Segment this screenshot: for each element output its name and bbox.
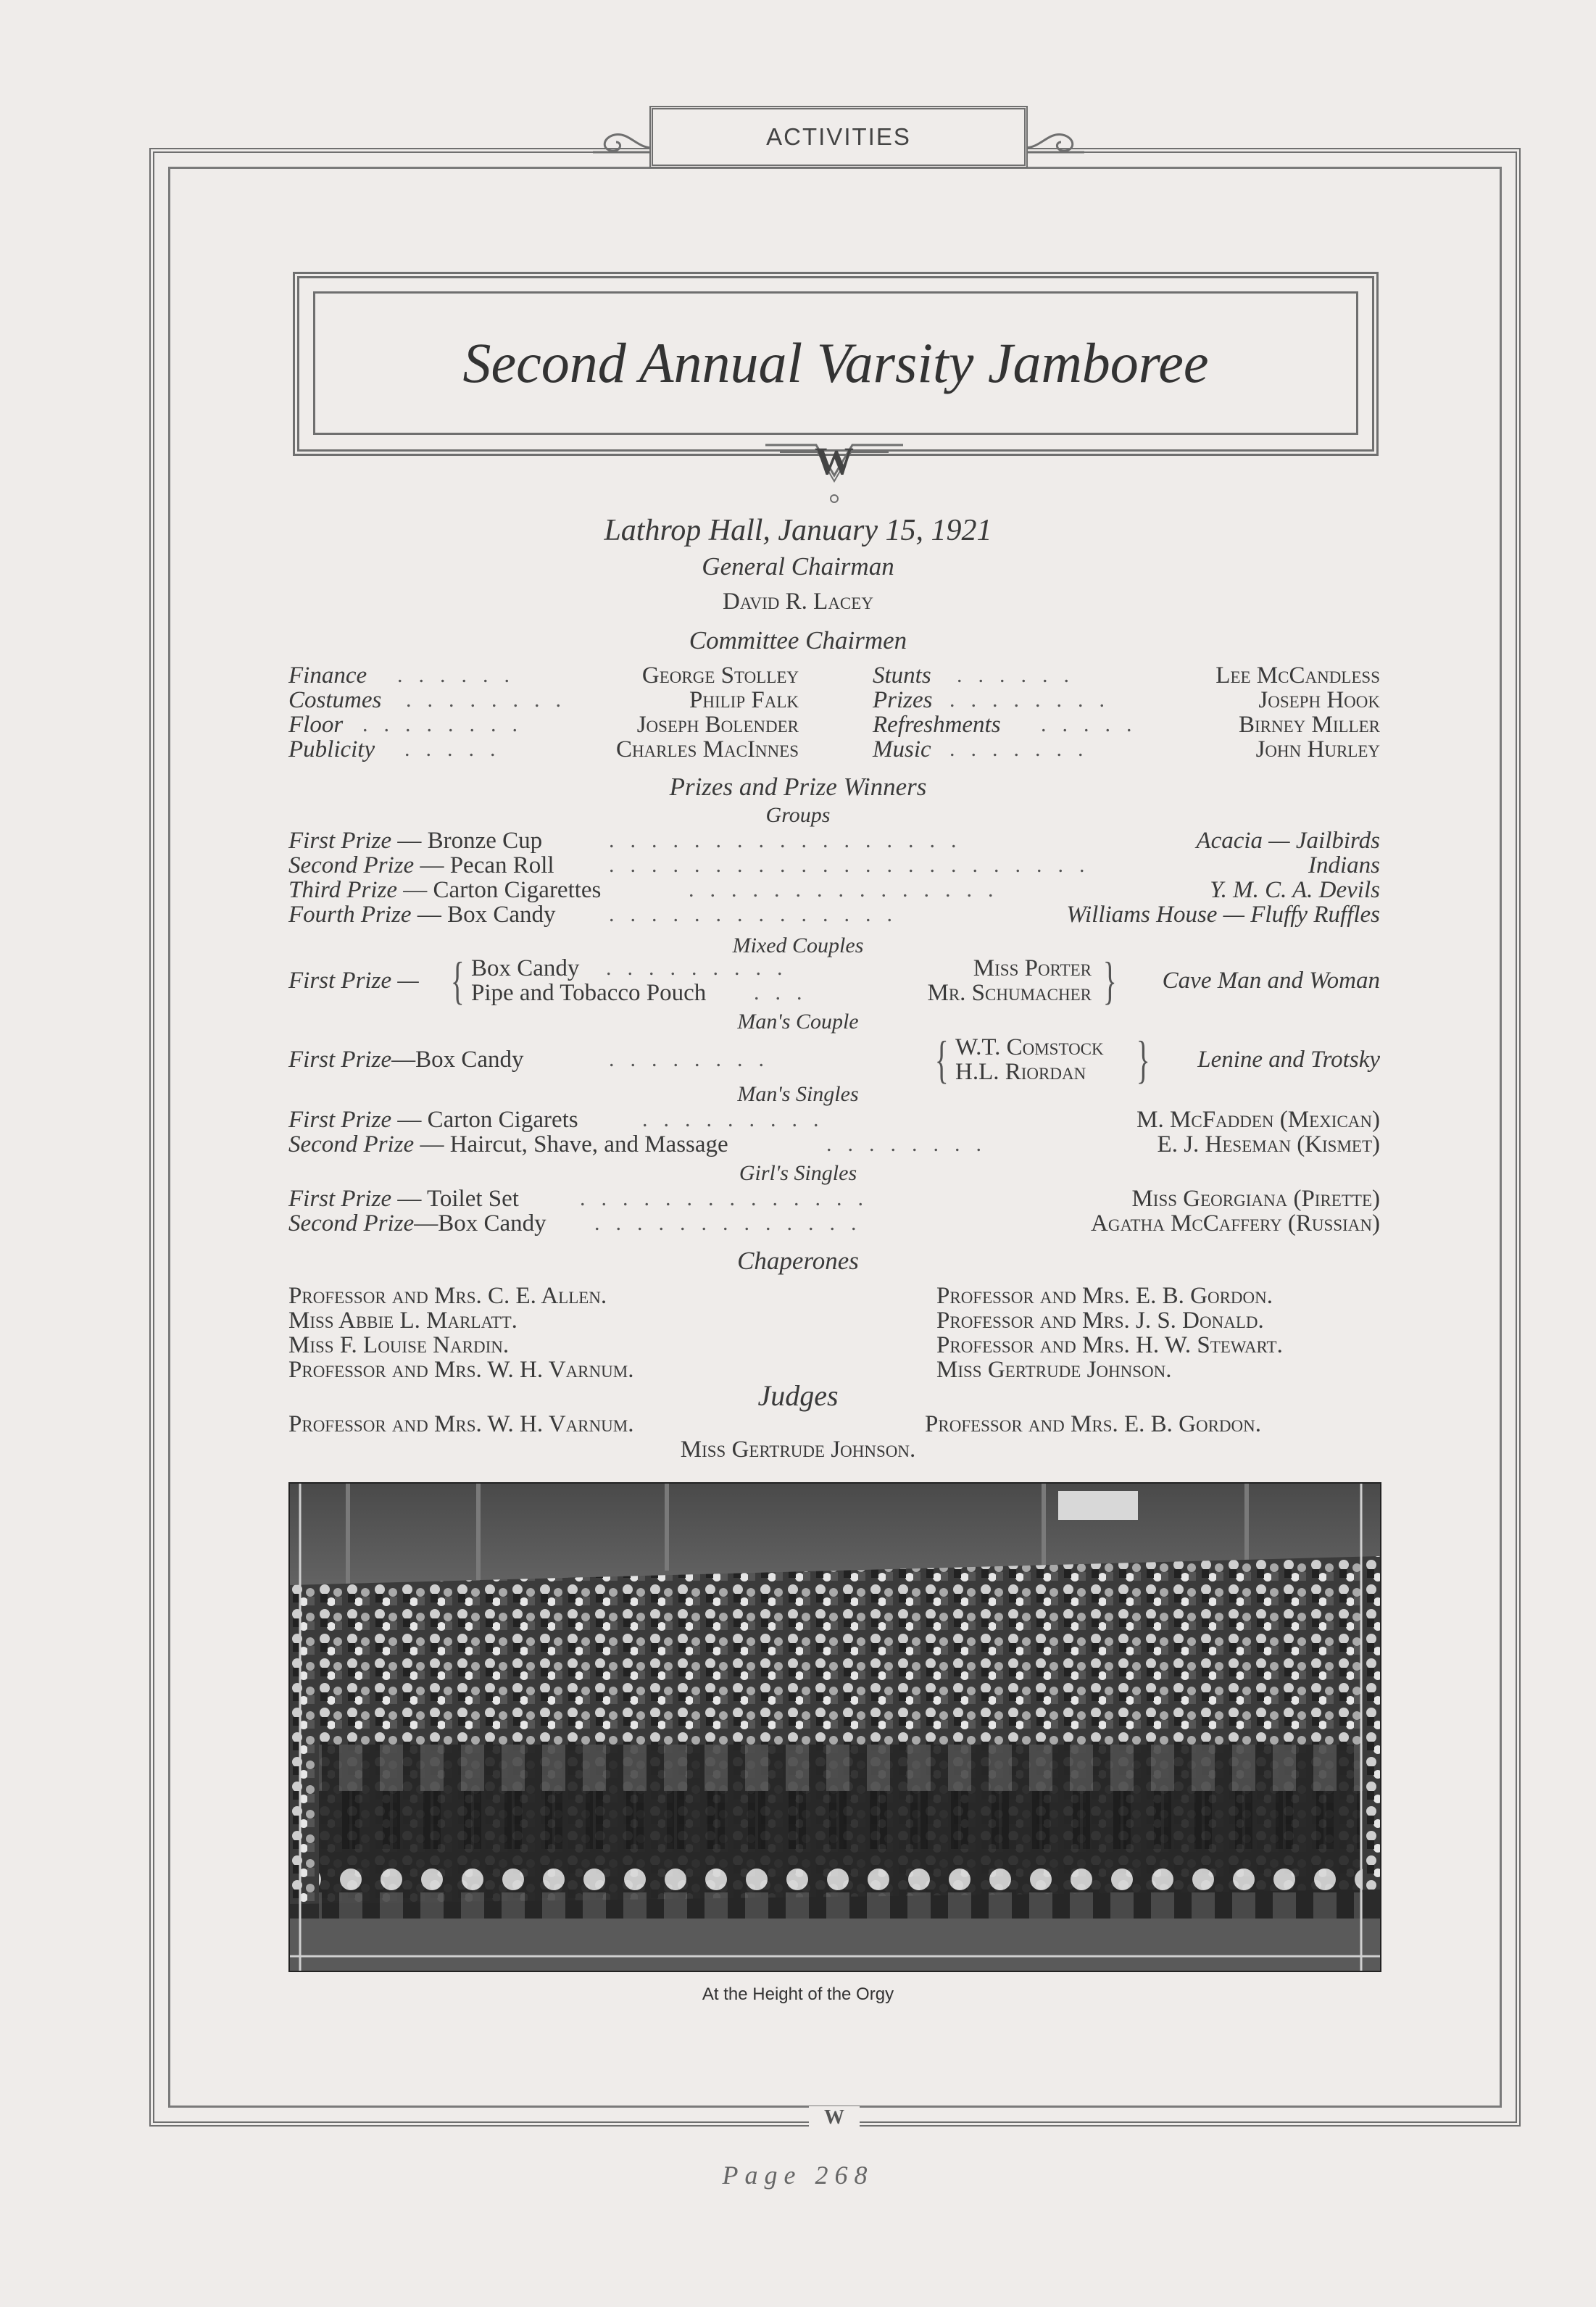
prize-label: First Prize <box>288 1186 392 1212</box>
svg-text:W: W <box>815 439 854 483</box>
svg-text:W: W <box>824 2106 844 2128</box>
prize-separator: — <box>391 1047 416 1073</box>
general-chairman-name: David R. Lacey <box>723 589 873 615</box>
winner-name: Mr. Schumacher <box>927 980 1092 1006</box>
prize-item: Pipe and Tobacco Pouch <box>471 980 707 1006</box>
committee-name: Charles MacInnes <box>615 736 799 762</box>
prize-label: Fourth Prize <box>288 902 412 928</box>
prize-separator: — <box>414 1210 439 1236</box>
prize-item: Box Candy <box>438 1210 546 1236</box>
chaperone-name: Professor and Mrs. C. E. Allen. <box>288 1283 607 1309</box>
chaperone-name: Professor and Mrs. W. H. Varnum. <box>288 1357 634 1383</box>
prize-label: First Prize <box>288 828 392 854</box>
prize-item: Toilet Set <box>427 1186 519 1212</box>
prize-item: Box Candy <box>415 1047 524 1073</box>
committee-name: George Stolley <box>641 662 799 689</box>
leader-dots: ......... <box>606 956 799 980</box>
prize-label: Second Prize <box>288 1210 415 1236</box>
winner-name: H.L. Riordan <box>955 1059 1086 1085</box>
committee-role: Finance <box>288 662 367 689</box>
chaperone-name: Miss Abbie L. Marlatt. <box>288 1308 518 1334</box>
committee-name: Joseph Bolender <box>636 712 799 738</box>
prize-separator: — <box>391 1186 427 1212</box>
mixed-couples-heading: Mixed Couples <box>732 934 864 957</box>
committee-role: Publicity <box>288 736 375 762</box>
mans-couple-heading: Man's Couple <box>737 1010 859 1034</box>
prize-winner: Indians <box>1308 852 1380 878</box>
prize-separator: — <box>391 828 428 854</box>
prize-item: Haircut, Shave, and Massage <box>449 1131 728 1157</box>
leader-dots: ........ <box>949 688 1121 712</box>
leader-dots: .............. <box>580 1186 879 1210</box>
prize-winner: Y. M. C. A. Devils <box>1210 877 1380 903</box>
prize-label: Second Prize <box>288 1131 415 1157</box>
leader-dots: ...... <box>397 663 525 687</box>
committee-name: Birney Miller <box>1238 712 1380 738</box>
section-header-label: ACTIVITIES <box>766 123 911 150</box>
leader-dots: ............. <box>594 1211 873 1235</box>
scroll-ornament-right-icon <box>1022 125 1092 157</box>
committee-name: Lee McCandless <box>1215 662 1380 689</box>
prize-separator: — <box>397 877 433 903</box>
leader-dots: ...... <box>957 663 1085 687</box>
prize-winner: Acacia — Jailbirds <box>1196 828 1380 854</box>
leader-dots: ......... <box>642 1107 835 1131</box>
committee-role: Floor <box>288 712 344 738</box>
judge-name: Miss Gertrude Johnson. <box>680 1437 916 1463</box>
chaperone-name: Miss F. Louise Nardin. <box>288 1332 510 1358</box>
prize-item: Carton Cigarettes <box>433 877 602 903</box>
judges-heading: Judges <box>757 1379 839 1412</box>
prize-separator: — <box>411 902 448 928</box>
scroll-ornament-left-icon <box>586 125 655 157</box>
committee-heading: Committee Chairmen <box>689 626 907 654</box>
crowd-photograph <box>288 1482 1381 1972</box>
leader-dots: ............... <box>689 878 1010 902</box>
w-mark-icon <box>809 2106 860 2128</box>
leader-dots: ................. <box>609 828 973 852</box>
leader-dots: ..... <box>1041 712 1148 736</box>
right-brace: } <box>1102 952 1117 1010</box>
prize-winner: Cave Man and Woman <box>1162 968 1380 994</box>
leader-dots: ....................... <box>609 853 1101 877</box>
prize-separator: — <box>414 852 450 878</box>
title-frame <box>313 291 1358 435</box>
prize-item: Carton Cigarets <box>427 1107 578 1133</box>
leader-dots: ........ <box>609 1047 780 1071</box>
chaperone-name: Professor and Mrs. H. W. Stewart. <box>936 1332 1283 1358</box>
leader-dots: ........ <box>406 688 577 712</box>
leader-dots: .............. <box>609 902 908 926</box>
prize-label: First Prize <box>288 1107 392 1133</box>
committee-role: Music <box>873 736 931 762</box>
winner-name: W.T. Comstock <box>955 1034 1104 1060</box>
girls-singles-heading: Girl's Singles <box>739 1161 857 1185</box>
committee-role: Costumes <box>288 687 382 713</box>
prize-winner: Lenine and Trotsky <box>1197 1047 1380 1073</box>
winner-name: Miss Porter <box>973 955 1092 981</box>
prize-item: Box Candy <box>447 902 556 928</box>
winner-name: M. McFadden (Mexican) <box>1136 1107 1380 1133</box>
chaperone-name: Miss Gertrude Johnson. <box>936 1357 1172 1383</box>
photo-caption: At the Height of the Orgy <box>702 1984 894 2004</box>
judge-name: Professor and Mrs. E. B. Gordon. <box>925 1411 1262 1437</box>
winner-name: E. J. Heseman (Kismet) <box>1157 1131 1380 1157</box>
prize-item: Bronze Cup <box>427 828 543 854</box>
prize-item: Box Candy <box>471 955 580 981</box>
page-title: Second Annual Varsity Jamboree <box>462 331 1209 394</box>
prize-separator: — <box>414 1131 450 1157</box>
winner-name: Agatha McCaffery (Russian) <box>1091 1210 1380 1236</box>
prize-item: Pecan Roll <box>449 852 554 878</box>
left-brace: { <box>450 952 465 1010</box>
committee-name: John Hurley <box>1255 736 1380 762</box>
winner-name: Miss Georgiana (Pirette) <box>1131 1186 1380 1212</box>
prize-label: Third Prize <box>288 877 398 903</box>
left-brace: { <box>934 1031 949 1089</box>
leader-dots: ... <box>754 981 818 1005</box>
committee-name: Philip Falk <box>689 687 799 713</box>
mans-singles-heading: Man's Singles <box>737 1082 859 1106</box>
prizes-heading: Prizes and Prize Winners <box>669 773 927 801</box>
committee-role: Refreshments <box>873 712 1001 738</box>
event-place-date: Lathrop Hall, January 15, 1921 <box>604 514 992 547</box>
leader-dots: ..... <box>404 737 512 761</box>
prize-label: First Prize — <box>288 968 419 994</box>
chaperones-heading: Chaperones <box>737 1247 859 1275</box>
prize-label: Second Prize <box>288 852 415 878</box>
leader-dots: ........ <box>826 1132 997 1156</box>
crowd-photo-image <box>290 1484 1380 1971</box>
committee-name: Joseph Hook <box>1258 687 1380 713</box>
leader-dots: ....... <box>949 737 1100 761</box>
chaperone-name: Professor and Mrs. J. S. Donald. <box>936 1308 1264 1334</box>
committee-role: Prizes <box>873 687 933 713</box>
section-header <box>649 106 1028 168</box>
groups-heading: Groups <box>765 803 831 827</box>
w-monogram-icon <box>765 439 903 504</box>
general-chairman-heading: General Chairman <box>702 552 894 581</box>
chaperone-name: Professor and Mrs. E. B. Gordon. <box>936 1283 1273 1309</box>
committee-role: Stunts <box>873 662 931 689</box>
prize-separator: — <box>391 1107 428 1133</box>
prize-label: First Prize <box>288 1047 392 1073</box>
prize-winner: Williams House — Fluffy Ruffles <box>1066 902 1380 928</box>
judge-name: Professor and Mrs. W. H. Varnum. <box>288 1411 634 1437</box>
page-number: Page 268 <box>722 2161 874 2190</box>
right-brace: } <box>1136 1031 1150 1089</box>
leader-dots: ........ <box>362 712 533 736</box>
